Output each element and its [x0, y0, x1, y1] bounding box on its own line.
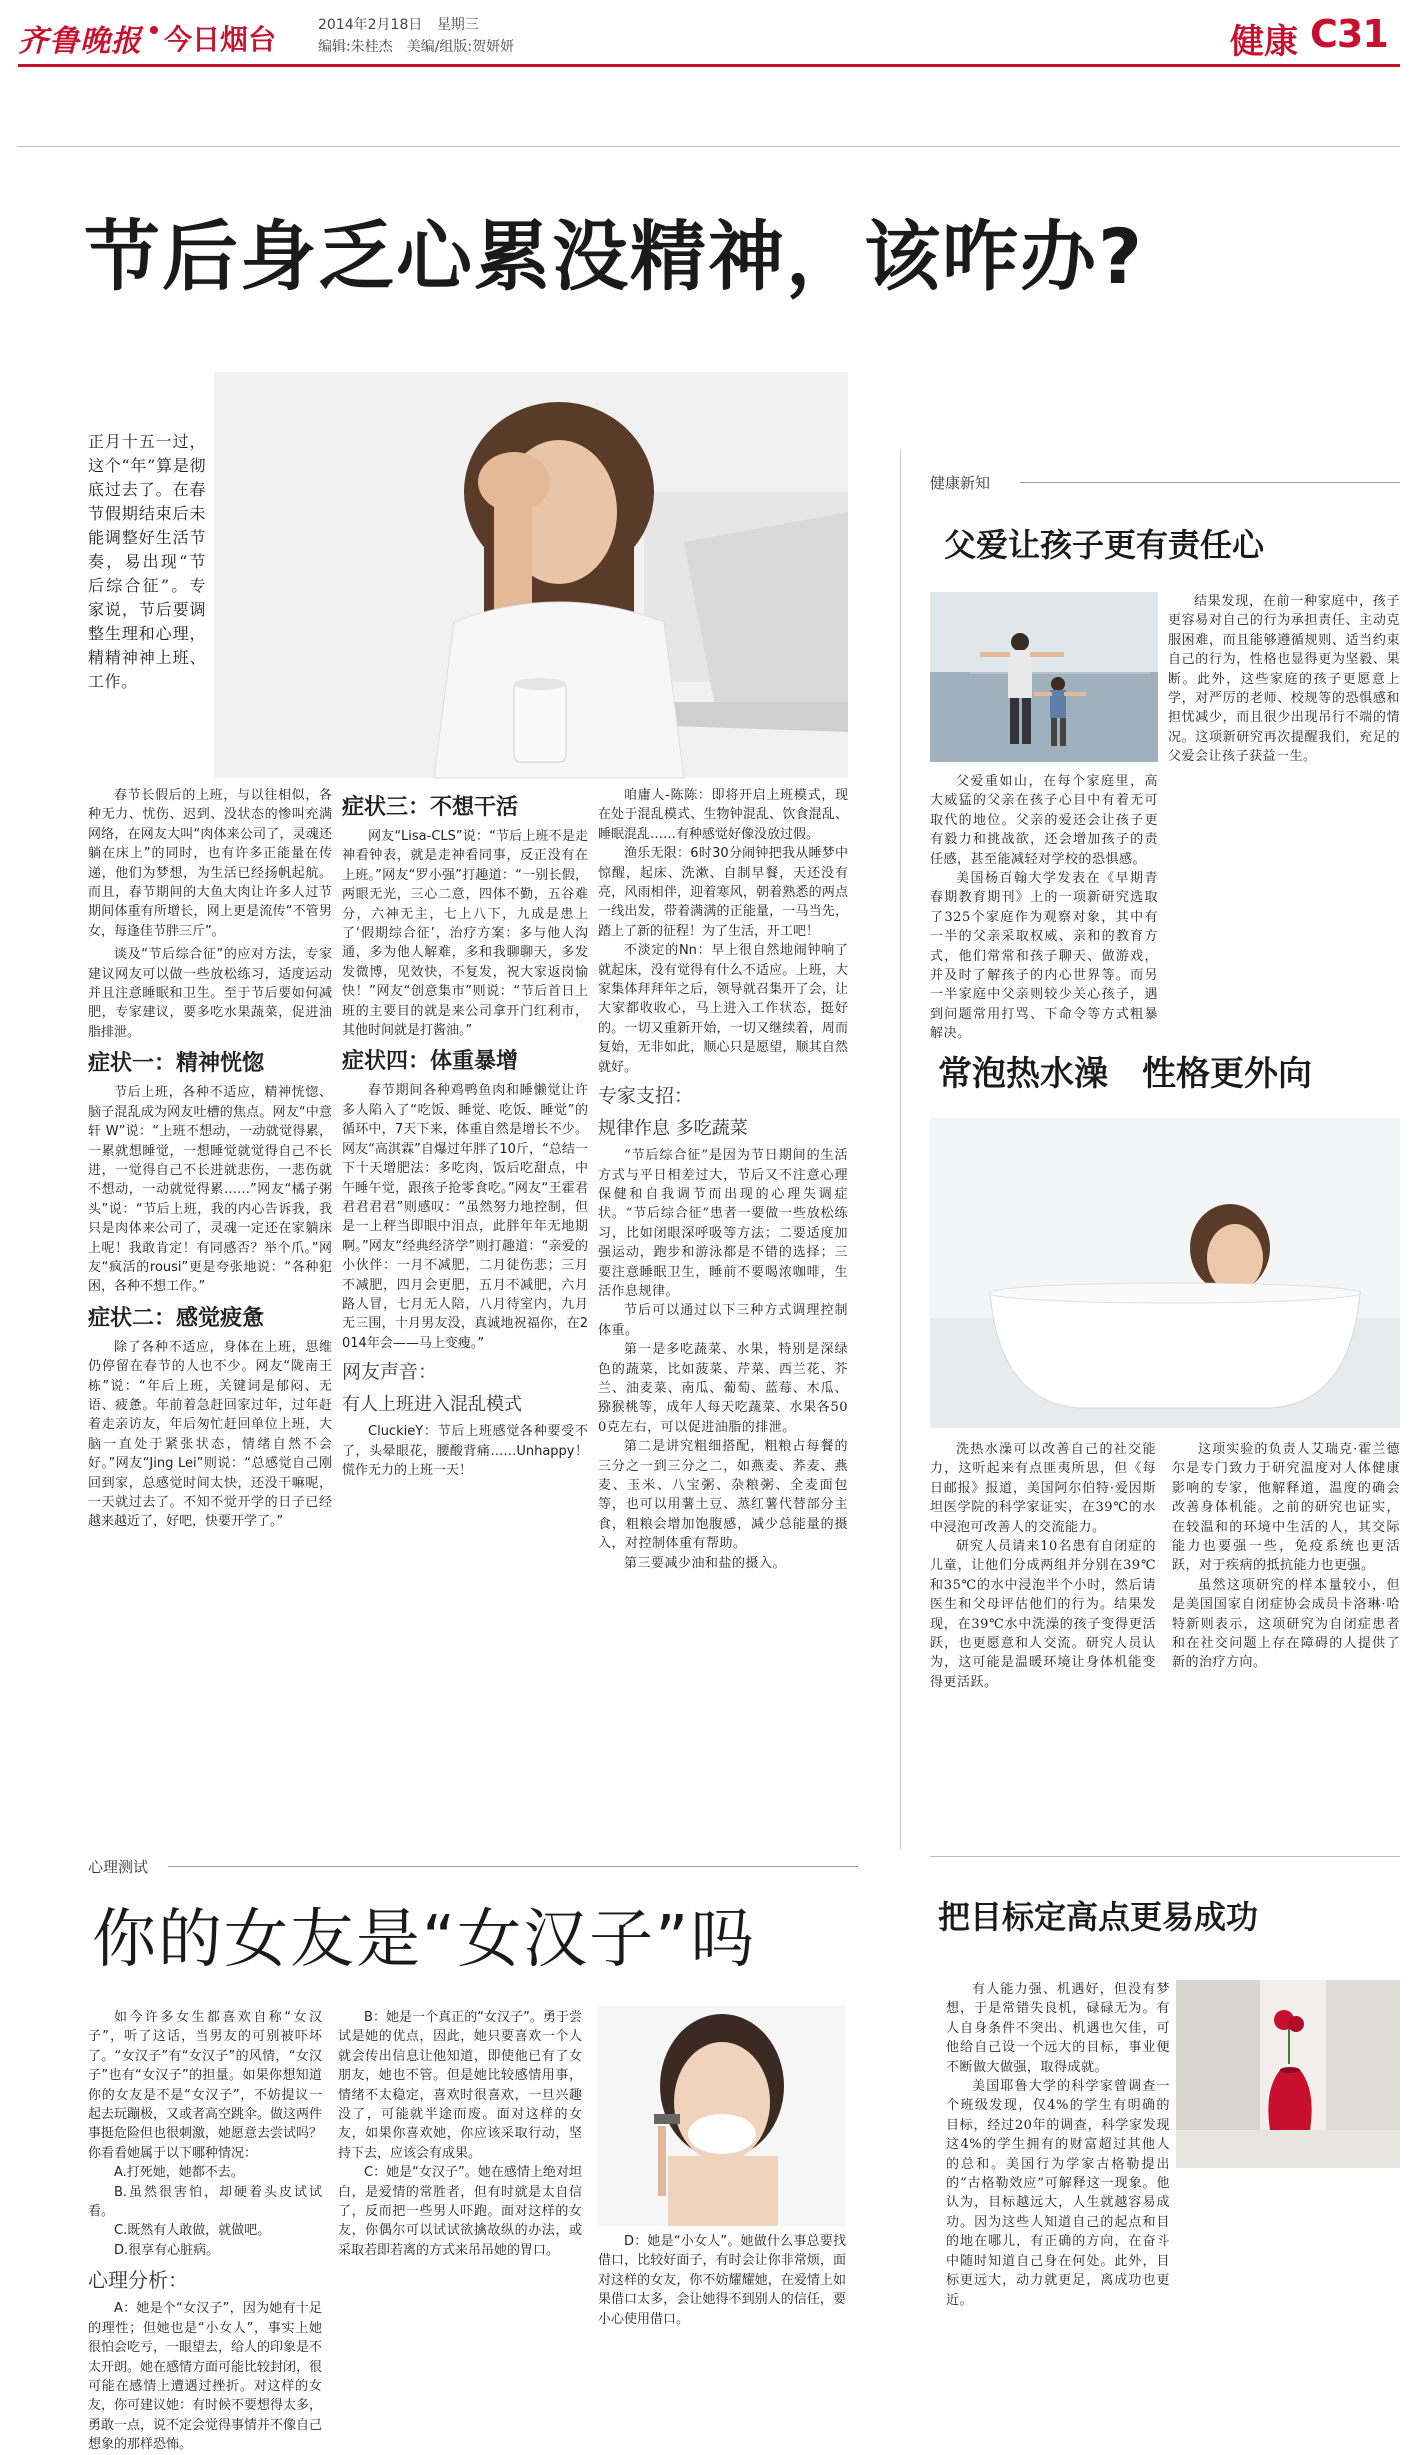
answer-c: C：她是“女汉子”。她在感情上绝对坦白，是爱情的常胜者，但有时就是太自信了，反而把一些男人吓跑。面对这样的女友，你偶尔可以试试欲擒故纵的办法，或采取若即若离的方式来吊吊她的胃口。	[338, 2165, 582, 2258]
masthead	[0, 0, 1417, 70]
answer-b: B：她是一个真正的“女汉子”。勇于尝试是她的优点，因此，她只要喜欢一个人就会传出信息让他知道，即使他已有了女朋友，她也不管。但是她比较感情用事，情绪不太稳定，喜欢时很喜欢，一旦兴趣没了，可能就半途而废。面对这样的女友，如果你喜欢她，你应该采取行动，坚持下去，应该会有成果。	[338, 2010, 582, 2161]
psych-label-text: 心理测试	[88, 1858, 149, 1876]
body-paragraph: 咱庸人-陈陈：即将开启上班模式，现在处于混乱模式、生物钟混乱、饮食混乱、睡眠混乱……有种感觉好像没放过假。	[598, 788, 848, 842]
body-paragraph: 除了各种不适应，身体在上班，思维仍停留在春节的人也不少。网友“陇南王栋”说：“年后上班，关键词是郁闷、无语、疲惫。年前着急赶回家过年，过年赶着走亲访友，年后匆忙赶回单位上班，大脑一直处于紧张状态，情绪自然不会好。”网友“Jing Lei”则说：“总感觉自己刚回到家，总感觉时间太快，还没干嘛呢，一天就过去了。不知不觉开学的日子已经越来越近了，好吧，快要开学了。”	[88, 1339, 332, 1530]
flower-vase-photo	[1176, 1980, 1400, 2168]
psych-col-3	[598, 2232, 846, 2366]
body-paragraph: CluckieY：节后上班感觉各种要受不了，头晕眼花，腰酸背痛……Unhappy！慌作无力的上班一天！	[342, 1424, 588, 1478]
sidebar-a2-col-a	[930, 1440, 1156, 1692]
masthead-rule	[18, 64, 1400, 67]
masthead-dot	[150, 26, 158, 34]
sidebar-article-2-title: 常泡热水澡 性格更外向	[938, 1054, 1312, 1094]
body-paragraph: 虽然这项研究的样本量较小，但是美国国家自闭症协会成员卡洛琳·哈特新则表示，这项研究为自闭症患者和在社交问题上存在障碍的人提供了新的治疗方向。	[1172, 1577, 1400, 1671]
answer-d: D：她是“小女人”。她做什么事总要找借口，比较好面子，有时会让你非常烦，面对这样的女友，你不妨耀耀她，在爱情上如果借口太多，会让她得不到别人的信任，要小心使用借口。	[598, 2234, 846, 2327]
main-photo-tired-woman	[214, 372, 848, 778]
woman-shaving-illustration	[598, 2006, 846, 2226]
body-paragraph: 第三要减少油和盐的摄入。	[624, 1555, 787, 1571]
sidebar-label-text: 健康新知	[930, 474, 991, 492]
sidebar-a1-col-b	[1168, 592, 1400, 767]
psych-analysis-heading: 心理分析：	[88, 2268, 188, 2293]
body-paragraph: 父爱重如山，在每个家庭里，高大威猛的父亲在孩子心目中有着无可取代的地位。父亲的爱还会让孩子更有毅力和挑战欲，还会增加孩子的责任感，甚至能减轻对学校的恐惧感。	[930, 774, 1158, 867]
sidebar-a1-col-a	[930, 772, 1158, 1042]
woman-shaving-photo	[598, 2006, 846, 2226]
expert-tips-subheading: 规律作息 多吃蔬菜	[598, 1118, 748, 1140]
page-number: C31	[1310, 12, 1388, 56]
body-paragraph: 春节长假后的上班，与以往相似，各种无力、忧伤、迟到、没状态的惨叫充满网络，在网友大叫“肉体来公司了，灵魂还躺在床上”的同时，也有许多正能量在传递，他们为梦想，为生活已经扬帆起航。而且，春节期间的大鱼大肉让许多人过节期间体重有所增长，网上更是流传“不管男女，每逢佳节胖三斤”。	[88, 788, 332, 939]
psych-headline: 你的女友是“女汉子”吗	[92, 1903, 757, 1977]
section-name: 今日烟台	[164, 23, 277, 56]
main-col-1	[88, 786, 332, 1532]
expert-tips-heading: 专家支招：	[598, 1085, 694, 1108]
sidebar-label-rule	[1020, 482, 1400, 483]
editors-credit: 编辑:朱桂杰 美编/组版:贺妍妍	[318, 39, 515, 55]
tired-woman-illustration	[214, 372, 848, 778]
symptom-3-heading: 症状三：不想干活	[342, 795, 519, 820]
father-son-photo	[930, 592, 1158, 762]
sidebar-a2-col-b	[1172, 1440, 1400, 1673]
body-paragraph: 第二是讲究粗细搭配，粗粮占每餐的三分之一到三分之二，如燕麦、荞麦、燕麦、玉米、八宝粥、杂粮粥、全麦面包等，也可以用薯土豆、蒸红薯代替部分主食，粗粮会增加饱腹感，减少总能量的摄入，对控制体重有帮助。	[598, 1439, 848, 1552]
sidebar-a3-col-a	[946, 1980, 1170, 2308]
sidebar-section-label	[930, 472, 1400, 493]
father-son-illustration	[930, 592, 1158, 762]
body-paragraph: 不淡定的Nn：早上很自然地闹钟响了就起床，没有觉得有什么不适应。上班，大家集体拜拜年之后，领导就召集开了会，让大家都收收心，马上进入工作状态，挺好的。一切又重新开始，一切又继续着，周而复始，无非如此，顺心只是愿望，顺其自然就好。	[598, 943, 848, 1075]
body-paragraph: 洗热水澡可以改善自己的社交能力，这听起来有点匪夷所思，但《每日邮报》报道，美国阿尔伯特·爱因斯坦医学院的科学家证实，在39℃的水中浸泡可改善人的交流能力。	[930, 1442, 1156, 1535]
body-paragraph: 谈及“节后综合征”的应对方法，专家建议网友可以做一些放松练习，适度运动并且注意睡眠和卫生。至于节后要如何减肥，专家建议，要多吃水果蔬菜，促进油脂排泄。	[88, 947, 332, 1040]
body-paragraph: 美国耶鲁大学的科学家曾调查一个班级发现，仅4%的学生有明确的目标，经过20年的调查，科学家发现这4%的学生拥有的财富超过其他人的总和。美国行为学家古格勒提出的“古格勒效应”可解释这一现象。他认为，目标越远大，人生就越容易成功。因为这些人知道自己的起点和目的地在哪儿，有正确的方向，在奋斗中随时知道自己身在何处。此外，目标更远大，动力就更足，离成功也更近。	[946, 2079, 1170, 2308]
body-paragraph: 美国杨百翰大学发表在《早期青春期教育期刊》上的一项新研究选取了325个家庭作为观察对象，其中有一半的父亲采取权威、亲和的教育方式，他们常常和孩子聊天、做游戏，并及时了解孩子的内心世界等。而另一半家庭中父亲则较少关心孩子，遇到问题常用打骂、下命令等方式粗暴解决。	[930, 871, 1158, 1042]
page-category: 健康	[1230, 22, 1298, 62]
main-col-2	[342, 786, 588, 1480]
top-rule	[18, 146, 1400, 147]
symptom-1-heading: 症状一：精神恍惚	[88, 1051, 265, 1077]
body-paragraph: 节后可以通过以下三种方式调理控制体重。	[598, 1303, 848, 1338]
body-paragraph: 如今许多女生都喜欢自称“女汉子”，听了这话，当男友的可别被吓坏了。“女汉子”有“女汉子”的风情，“女汉子”也有“女汉子”的担量。如果你想知道你的女友是不是“女汉子”，不妨提议一起去玩蹦极，又或者高空跳伞。做这两件事挺危险但也很刺激，她愿意去尝试吗？你看看她属于以下哪种情况：	[88, 2010, 323, 2161]
lead-text: 正月十五一过，这个“年”算是彻底过去了。在春节假期结束后未能调整好生活节奏，易出现“节后综合征”。专家说，节后要调整生理和心理，精精神神上班、工作。	[88, 432, 206, 691]
body-paragraph: 网友“Lisa-CLS”说：“节后上班不是走神看钟表，就是走神看同事，反正没有在上班。”网友“罗小强”打趣道：“一别长假，两眼无光，三心二意，四体不勤，五谷难分，六神无主，七上八下，九成是患上了‘假期综合征’，治疗方案：多与他人沟通，多为他人解难，多和我聊聊天，多发发微博，见效快，不复发，祝大家返岗愉快！”网友“创意集市”则说：“节后首日上班的主要目的就是来公司拿开门红利市，其他时间就是打酱油。”	[342, 829, 588, 1039]
symptom-4-heading: 症状四：体重暴增	[342, 1049, 519, 1075]
netizen-voice-subheading: 有人上班进入混乱模式	[342, 1394, 522, 1416]
sidebar-rule	[930, 1856, 1400, 1857]
psych-col-1	[88, 2008, 323, 2453]
body-paragraph: 春节期间各种鸡鸭鱼肉和睡懒觉让许多人陷入了“吃饭、睡觉、吃饭、睡觉”的循环中，7天下来，体重自然是增长不少。网友“高淇霖”自爆过年胖了10斤，“总结一下十天增肥法：多吃肉，饭后吃甜点，中午睡午觉，跟孩子抢零食吃。”网友“王霍君君君君君”则感叹：“虽然努力地控制，但是一上秤当即眼中泪点，此胖年年无地期啊。”网友“经典经济学”则打趣道：“亲爱的小伙伴：一月不减肥，二月徒伤悲；三月不减肥，四月会更肥，五月不减肥，六月路人冒，七月无人陪，八月待室内，九月无三围，十月男友没，真诚地祝福你，在2014年会——马上变瘦。”	[342, 1083, 588, 1351]
main-col-3	[598, 786, 848, 1573]
flower-vase-illustration	[1176, 1980, 1400, 2168]
option-d: D.很享有心脏病。	[114, 2242, 220, 2258]
body-paragraph: 第一是多吃蔬菜、水果，特别是深绿色的蔬菜，比如菠菜、芹菜、西兰花、芥兰、油麦菜、南瓜、葡萄、蓝莓、木瓜、猕猴桃等，成年人每天吃蔬菜、水果各500克左右，可以促进油脂的排泄。	[598, 1342, 848, 1435]
body-paragraph: 研究人员请来10名患有自闭症的儿童，让他们分成两组并分别在39℃和35℃的水中浸泡半个小时，然后请医生和父母评估他们的行为。结果发现，在39℃水中洗澡的孩子变得更活跃，也更愿意和人交流。研究人员认为，这可能是温暖环境让身体机能变得更活跃。	[930, 1539, 1156, 1690]
body-paragraph: 这项实验的负责人艾瑞克·霍兰德尔是专门致力于研究温度对人体健康影响的专家，他解释道，温度的确会改善身体机能。之前的研究也证实，在较温和的环境中生活的人，其交际能力也要强一些，免疫系统也更活跃，对于疾病的抵抗能力也更强。	[1172, 1442, 1400, 1574]
psych-section-label	[88, 1856, 858, 1877]
body-paragraph	[1176, 2180, 1400, 2370]
bath-photo	[930, 1118, 1400, 1428]
paper-name: 齐鲁晚报	[18, 24, 142, 59]
sidebar-article-1-title: 父爱让孩子更有责任心	[944, 526, 1265, 564]
body-paragraph: 结果发现，在前一种家庭中，孩子更容易对自己的行为承担责任、主动克服困难，而且能够遵循规则、适当约束自己的行为，性格也显得更为坚毅、果断。此外，这些家庭的孩子更愿意上学，对严厉的老师、校规等的恐惧感和担忧减少，而且很少出现吊行不端的情况。这项新研究再次提醒我们，充足的父爱会让孩子获益一生。	[1168, 594, 1400, 765]
option-b: B.虽然很害怕，却硬着头皮试试看。	[88, 2184, 322, 2220]
option-a: A.打死她，她都不去。	[114, 2165, 244, 2181]
body-paragraph: 渔乐无限：6时30分闹钟把我从睡梦中惊醒，起床、洗漱、自制早餐，天还没有亮，风雨相伴，迎着寒风，朝着熟悉的两点一线出发，带着满满的正能量，一马当先，踏上了新的征程！为了生活，开工吧！	[598, 846, 848, 939]
symptom-2-heading: 症状二：感觉疲惫	[88, 1305, 265, 1331]
psych-label-rule	[168, 1866, 858, 1867]
body-paragraph: “节后综合征”是因为节日期间的生活方式与平日相差过大，节后又不注意心理保健和自我调节而出现的心理失调症状。“节后综合征”患者一要做一些放松练习，比如闭眼深呼吸等方法；二要适度加强运动，跑步和游泳都是不错的选择；三要注意睡眠卫生，睡前不要喝浓咖啡，生活作息规律。	[598, 1148, 848, 1299]
sidebar-article-3-title: 把目标定高点更易成功	[938, 1898, 1259, 1936]
psych-col-2	[338, 2008, 582, 2297]
body-paragraph: 有人能力强、机遇好，但没有梦想，于是常错失良机，碌碌无为。有人自身条件不突出、机遇也欠佳，可他给自己设一个远大的目标，事业便不断做大做强，取得成就。	[946, 1982, 1170, 2075]
issue-date: 2014年2月18日	[318, 17, 423, 33]
body-paragraph: 节后上班，各种不适应，精神恍惚、脑子混乱成为网友吐槽的焦点。网友“中意轩 W”说：“上班不想动，一动就觉得累，一累就想睡觉，一想睡觉就觉得自己不长进，一觉得自己不长进就悲伤，一悲伤就不想动，一动就觉得累……”网友“橘子粥头”说：“节后上班，我的内心告诉我，我只是肉体来公司了，灵魂一定还在家躺床上呢！我敢肯定！有同感否？举个爪。”网友“疯活的rousi”更是夸张地说：“各种犯困，各种不想工作。”	[88, 1085, 332, 1295]
sidebar-a3-col-b	[1176, 2180, 1400, 2370]
column-divider	[900, 450, 901, 1850]
netizen-voice-heading: 网友声音：	[342, 1361, 438, 1384]
masthead-date	[318, 14, 479, 34]
lead-paragraph	[88, 430, 206, 694]
bath-illustration	[930, 1118, 1400, 1428]
option-c: C.既然有人敢做，就做吧。	[114, 2223, 271, 2239]
answer-a: A：她是个“女汉子”，因为她有十足的理性；但她也是“小女人”，事实上她很怕会吃亏，一眼望去，给人的印象是不太开朗。她在感情方面可能比较封闭，很可能在感情上遭遇过挫折。对这样的女友，你可建议她：有时候不要想得太多，勇敢一点，说不定会觉得事情并不像自己想象的那样恐怖。	[88, 2301, 323, 2453]
page-title: 节后身乏心累没精神，该咋办?	[84, 212, 1145, 301]
issue-weekday: 星期三	[436, 17, 479, 33]
